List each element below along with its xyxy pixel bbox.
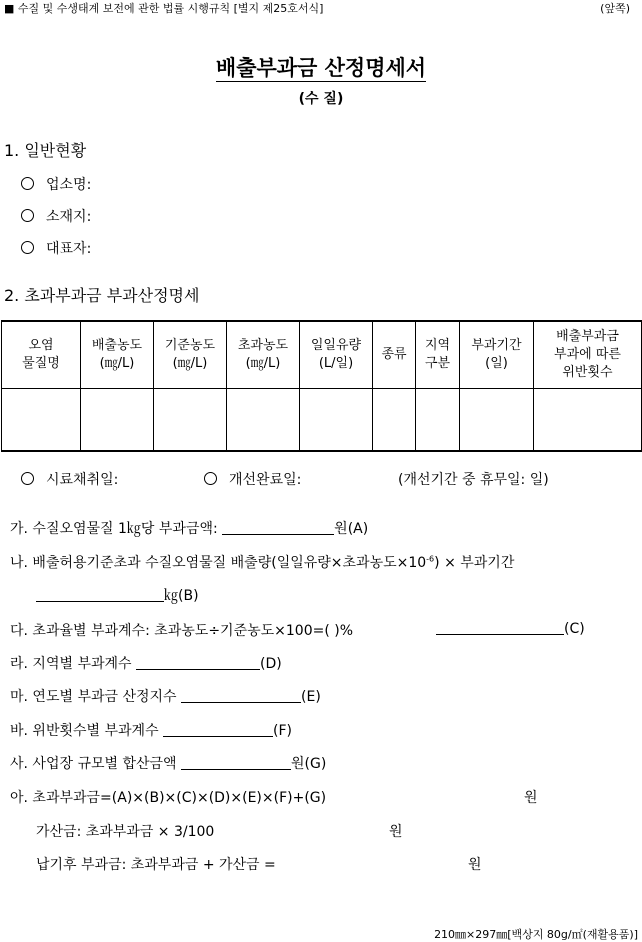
sampling-date-label: 시료채취일: <box>46 472 119 488</box>
circle-bullet-icon <box>21 209 34 222</box>
general-item-label: 대표자: <box>46 241 92 257</box>
document-title-text: 배출부과금 산정명세서 <box>215 56 427 80</box>
table-cell[interactable] <box>373 389 416 452</box>
surcharge-unit: 원 <box>389 824 403 840</box>
calc-da: 다. 초과율별 부과계수: 초과농도÷기준농도×100=( )% <box>10 623 354 639</box>
calc-na-result: ㎏(B) <box>36 585 199 605</box>
header-period: 부과기간 (일) <box>460 321 534 389</box>
general-item-address <box>21 206 91 226</box>
header-excess-concentration: 초과농도 (㎎/L) <box>227 321 300 389</box>
calc-a: 아. 초과부과금=(A)×(B)×(C)×(D)×(E)×(F)+(G) <box>10 790 327 806</box>
header-type: 종류 <box>373 321 416 389</box>
general-item-label: 소재지: <box>46 209 92 225</box>
table-cell[interactable] <box>534 389 642 452</box>
blank-line-e[interactable] <box>181 688 301 703</box>
table-row <box>2 389 642 452</box>
blank-line-b[interactable] <box>36 587 164 602</box>
calc-ga: 가. 수질오염물질 1㎏당 부과금액: 원(A) <box>10 521 369 537</box>
surcharge-table <box>1 320 642 452</box>
completion-date-label: 개선완료일: <box>229 472 302 488</box>
sampling-date <box>21 469 118 489</box>
blank-line-d[interactable] <box>136 655 260 670</box>
document-title <box>0 52 642 82</box>
calc-sa: 사. 사업장 규모별 합산금액 원(G) <box>10 756 327 772</box>
blank-line-f[interactable] <box>163 722 273 737</box>
table-header-row <box>2 321 642 389</box>
header-violation-count: 배출부과금 부과에 따른 위반횟수 <box>534 321 642 389</box>
section2-heading: 2. 초과부과금 부과산정명세 <box>4 286 200 305</box>
table-cell[interactable] <box>416 389 460 452</box>
calc-ba: 바. 위반횟수별 부과계수 (F) <box>10 723 293 739</box>
circle-bullet-icon <box>21 241 34 254</box>
header-region: 지역 구분 <box>416 321 460 389</box>
blank-line-g[interactable] <box>181 755 291 770</box>
page-side-label: (앞쪽) <box>600 2 630 15</box>
table-cell[interactable] <box>227 389 300 452</box>
header-daily-flow: 일일유량 (L/일) <box>300 321 373 389</box>
table-cell[interactable] <box>300 389 373 452</box>
general-item-business-name <box>21 174 91 194</box>
calc-da-result: (C) <box>436 620 585 637</box>
calc-ma: 마. 연도별 부과금 산정지수 (E) <box>10 689 321 705</box>
blank-line-c[interactable] <box>436 620 564 635</box>
general-item-representative <box>21 238 91 258</box>
calc-ra: 라. 지역별 부과계수 (D) <box>10 656 282 672</box>
circle-bullet-icon <box>204 472 217 485</box>
completion-date <box>204 469 301 489</box>
surcharge-line: 가산금: 초과부과금 × 3/100 <box>36 824 215 840</box>
table-cell[interactable] <box>460 389 534 452</box>
header-discharge-concentration: 배출농도 (㎎/L) <box>81 321 154 389</box>
suspension-days: (개선기간 중 휴무일: 일) <box>398 472 549 488</box>
calc-a-unit: 원 <box>524 790 538 806</box>
blank-line-a[interactable] <box>222 520 334 535</box>
table-cell[interactable] <box>2 389 81 452</box>
general-item-label: 업소명: <box>46 177 92 193</box>
circle-bullet-icon <box>21 472 34 485</box>
document-subtitle: (수 질) <box>298 91 344 107</box>
table-cell[interactable] <box>81 389 154 452</box>
section1-heading: 1. 일반현황 <box>4 141 87 160</box>
form-reference: ■ 수질 및 수생태계 보전에 관한 법률 시행규칙 [별지 제25호서식] <box>4 2 324 15</box>
circle-bullet-icon <box>21 177 34 190</box>
table-cell[interactable] <box>154 389 227 452</box>
late-charge-unit: 원 <box>468 857 482 873</box>
header-standard-concentration: 기준농도 (㎎/L) <box>154 321 227 389</box>
paper-spec-footer: 210㎜×297㎜[백상지 80g/㎡(재활용품)] <box>434 928 638 941</box>
calc-na: 나. 배출허용기준초과 수질오염물질 배출량(일일유량×초과농도$\times 10^{-6}$) × 부과기간 <box>10 554 515 571</box>
header-pollutant: 오염 물질명 <box>2 321 81 389</box>
late-charge-line: 납기후 부과금: 초과부과금 + 가산금 = <box>36 857 276 873</box>
